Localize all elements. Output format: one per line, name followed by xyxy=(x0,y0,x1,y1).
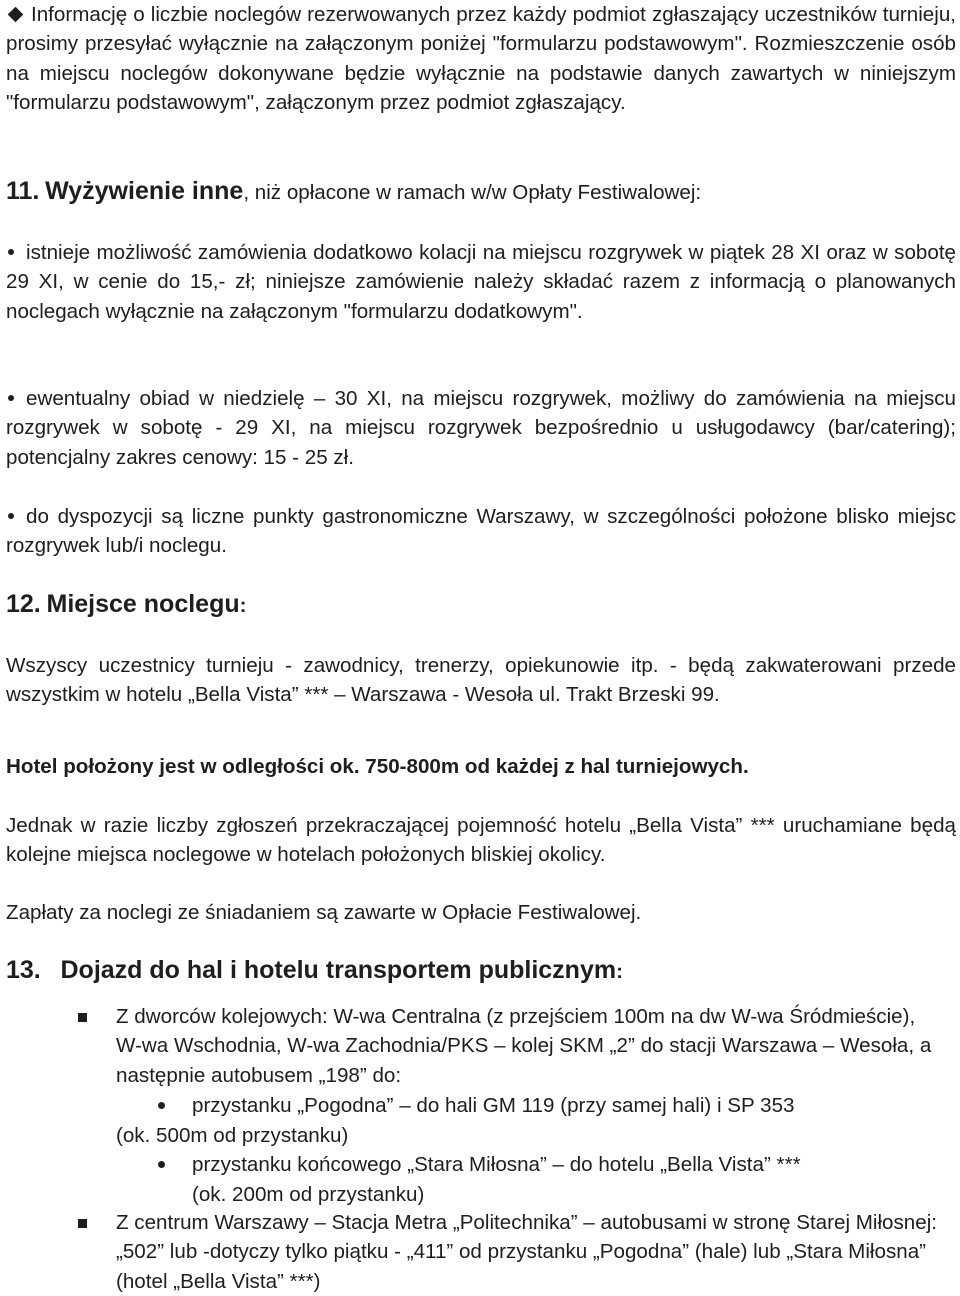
meal-bullet-2 xyxy=(6,384,956,472)
section-13-heading xyxy=(6,956,956,986)
section-12-heading xyxy=(6,590,956,620)
section-12-colon: : xyxy=(239,594,247,617)
transport-railway-item: Z dworców kolejowych: W-wa Centralna (z przejściem 100m na dw W-wa Śródmieście), W-wa Wschodnia, W-wa Zachodnia/PKS – kolej SKM „2” do stacji Warszawa – Wesoła, a następnie autobusem „198” do: xyxy=(116,1005,932,1087)
transport-city-centre-item: Z centrum Warszawy – Stacja Metra „Politechnika” – autobusami w stronę Starej Miłosnej: „502” lub -dotyczy tylko piątku - „411” od przystanku „Pogodna” (hale) lub „Stara Miłosna” (hotel „Bella Vista” ***) xyxy=(116,1211,938,1293)
section-13-colon: : xyxy=(616,960,623,983)
diamond-bullet-icon xyxy=(8,7,24,23)
accommodation-info-paragraph xyxy=(6,0,956,118)
meal-bullet-1-text: istnieje możliwość zamówienia dodatkowo kolacji na miejscu rozgrywek w piątek 28 XI oraz w sobotę 29 XI, w cenie do 15,- zł; niniejsze zamówienie należy składać razem z informacją o planowanych noclegach wyłącznie na załączonym "formularzu dodatkowym". xyxy=(6,241,956,323)
square-bullet-icon xyxy=(78,1219,87,1228)
meal-bullet-2-text: ewentualny obiad w niedzielę – 30 XI, na miejscu rozgrywek, możliwy do zamówienia na miejscu rozgrywek w sobotę - 29 XI, na miejscu rozgrywek bezpośrednio u usługodawcy (bar/catering); potencjalny zakres cenowy: 15 - 25 zł. xyxy=(6,387,956,469)
additional-hotels-paragraph: Jednak w razie liczby zgłoszeń przekraczającej pojemność hotelu „Bella Vista” *** uruchamiane będą kolejne miejsca noclegowe w hotelach położonych bliskiej okolicy. xyxy=(6,814,956,867)
bullet-dot-icon xyxy=(8,395,14,401)
bus-stop-pogodna-line: przystanku „Pogodna” – do hali GM 119 (przy samej hali) i SP 353 xyxy=(192,1094,795,1117)
accommodation-info-text: Informację o liczbie noclegów rezerwowanych przez każdy podmiot zgłaszający uczestników turnieju, prosimy przesyłać wyłącznie na załączonym poniżej "formularzu podstawowym". Rozmieszczenie osób na miejscu noclegów dokonywane będzie wyłącznie na podstawie danych zawartych w niniejszym "formularzu podstawowym", załączonym przez podmiot zgłaszający. xyxy=(6,3,956,115)
square-bullet-icon xyxy=(78,1013,87,1022)
section-12-title: Miejsce noclegu xyxy=(46,590,240,618)
section-11-heading xyxy=(6,177,956,207)
bus-stop-stara-milosna-line: przystanku końcowego „Stara Miłosna” – do hotelu „Bella Vista” *** xyxy=(192,1153,801,1176)
section-12-number: 12. xyxy=(6,590,41,618)
section-13-title: Dojazd do hal i hotelu transportem publicznym xyxy=(60,956,617,984)
section-13-number: 13. xyxy=(6,956,41,984)
meal-bullet-1 xyxy=(6,238,956,326)
hotel-accommodation-paragraph: Wszyscy uczestnicy turnieju - zawodnicy, trenerzy, opiekunowie itp. - będą zakwaterowani przede wszystkim w hotelu „Bella Vista” *** – Warszawa - Wesoła ul. Trakt Brzeski 99. xyxy=(6,654,956,707)
bus-stop-stara-milosna-distance: (ok. 200m od przystanku) xyxy=(192,1183,425,1206)
bullet-dot-icon xyxy=(8,249,14,255)
breakfast-payment-note: Zapłaty za noclegi ze śniadaniem są zawarte w Opłacie Festiwalowej. xyxy=(6,901,642,924)
section-11-title: Wyżywienie inne xyxy=(45,177,244,205)
meal-bullet-3 xyxy=(6,502,956,561)
hotel-distance-note: Hotel położony jest w odległości ok. 750-800m od każdej z hal turniejowych. xyxy=(6,755,749,778)
section-11-number: 11. xyxy=(6,177,40,205)
section-11-title-rest: , niż opłacone w ramach w/w Opłaty Festiwalowej: xyxy=(243,181,702,204)
bullet-dot-icon xyxy=(8,513,14,519)
meal-bullet-3-text: do dyspozycji są liczne punkty gastronomiczne Warszawy, w szczególności położone blisko miejsc rozgrywek lub/i noclegu. xyxy=(6,505,956,558)
bus-stop-pogodna-distance: (ok. 500m od przystanku) xyxy=(116,1124,349,1147)
